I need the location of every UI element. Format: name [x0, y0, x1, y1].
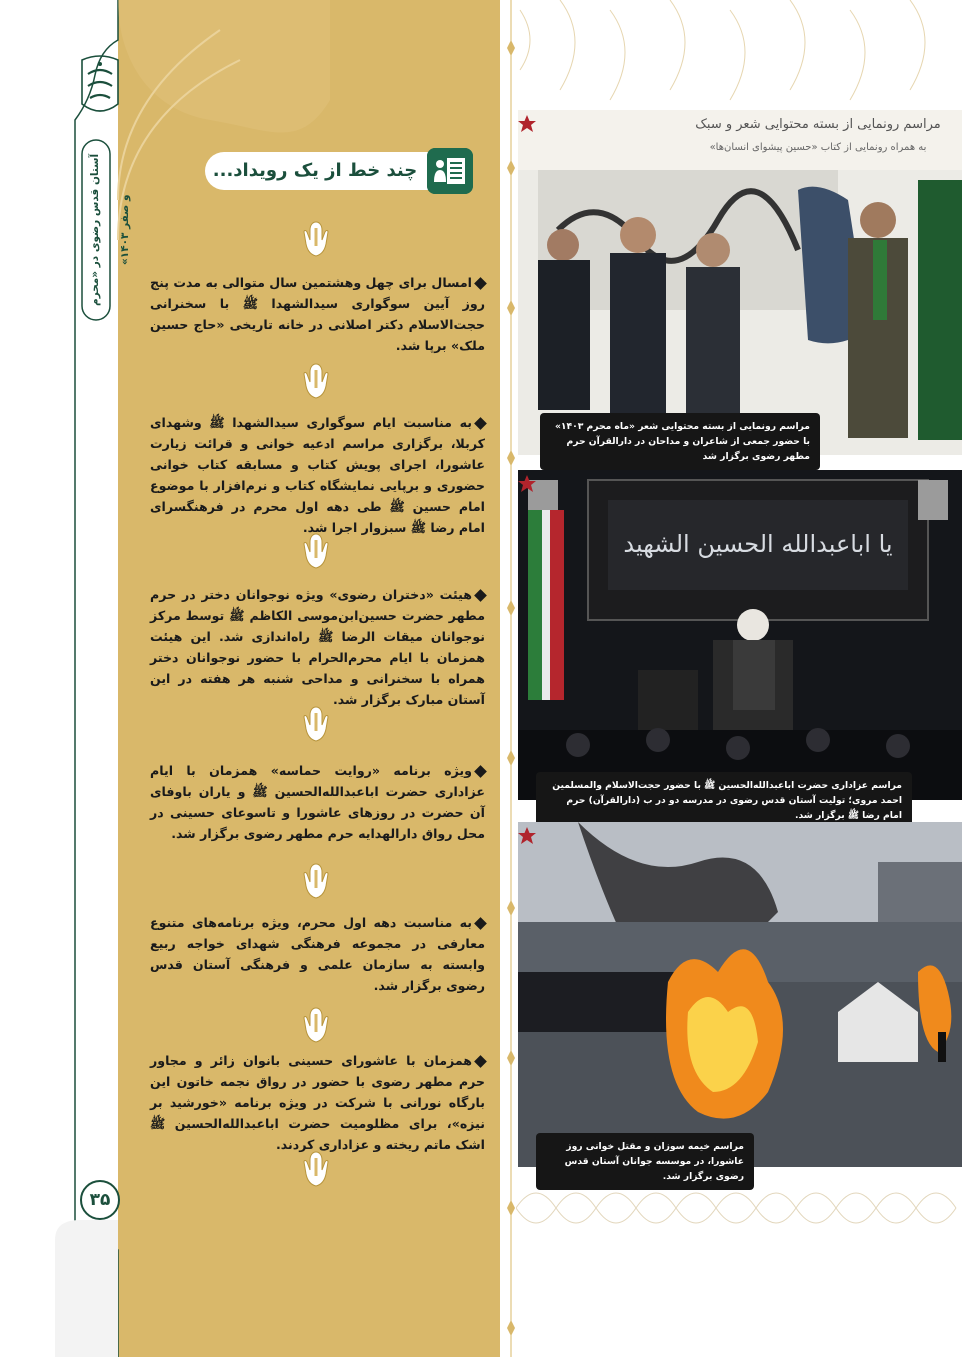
- newspaper-icon: [427, 148, 473, 194]
- photo-mourning-ceremony: [518, 470, 962, 800]
- photo-unveiling-ceremony: [518, 110, 962, 455]
- ornamental-border: [506, 0, 516, 1357]
- red-star-icon: [517, 826, 537, 846]
- diamond-bullet-icon: [474, 765, 487, 778]
- red-star-icon: [517, 474, 537, 494]
- section-heading: [205, 148, 473, 194]
- photo-tent-burning: [518, 822, 962, 1167]
- lattice-pattern: [516, 1178, 966, 1238]
- arabesque-pattern: [500, 0, 966, 108]
- hand-emblem-icon: [298, 218, 334, 258]
- red-star-icon: [517, 114, 537, 134]
- photo-banner-calligraphy: یا اباعبدالله الحسین الشهید: [623, 530, 893, 558]
- magazine-logo-icon: [72, 52, 128, 122]
- section-heading-text: چند خط از یک رویداد...: [205, 152, 433, 190]
- news-item: هیئت «دختران رضوی» ویژه نوجوانان دختر در حرم مطهر حضرت حسین‌ابن‌موسی الکاظم ﷺ توسط مرکز نوجوانان میقات الرضا ﷺ راه‌اندازی شد. این هیئت همزمان با ایام محرم‌الحرام با حضور نوجوانان دختر همراه با سخنرانی و مداحی شنبه هر هفته در این آستان مبارک برگزار شد.: [150, 587, 485, 707]
- diamond-bullet-icon: [474, 417, 487, 430]
- diamond-bullet-icon: [474, 589, 487, 602]
- news-item: به مناسبت ایام سوگواری سیدالشهدا ﷺ وشهدای کربلا، برگزاری مراسم ادعیه خوانی و قرائت زیارت عاشورا، اجرای پویش کتاب و مسابقه کتاب خوانی حضوری و برپایی نمایشگاه کتاب و نرم‌افزار با موضوع امام حسین ﷺ طی دهه اول محرم در فرهنگسرای امام رضا ﷺ سبزوار اجرا شد.: [150, 415, 485, 535]
- photo-banner-line1: مراسم رونمایی از بسته محتوایی شعر و سبک: [695, 117, 941, 132]
- photo-caption: مراسم خیمه سوزان و مقتل خوانی روز عاشورا، در موسسه جوانان آستان قدس رضوی برگزار شد.: [536, 1133, 754, 1190]
- hand-emblem-icon: [298, 1004, 334, 1044]
- photo-caption: مراسم رونمایی از بسته محتوایی شعر «ماه محرم ۱۴۰۳» با حضور جمعی از شاعران و مداحان در دارالقرآن حرم مطهر رضوی برگزار شد: [540, 413, 820, 470]
- news-item: همزمان با عاشورای حسینی بانوان زائر و مجاور حرم مطهر رضوی با حضور در رواق نجمه خاتون این بارگاه نورانی با شرکت در ویژه برنامه «خورشید بر نیزه»، برای مظلومیت حضرت اباعبدالله‌الحسین ﷺ اشک ماتم ریخته و عزاداری کردند.: [150, 1053, 485, 1152]
- issue-vertical-label: آستان قدس رضوی در «محرم و صفر ۱۴۰۳»: [89, 153, 131, 307]
- news-item: به مناسبت دهه اول محرم، ویژه برنامه‌های متنوع معارفی در مجموعه فرهنگی شهدای خواجه ربیع وابسته به سازمان علمی و فرهنگی آستان قدس رضوی برگزار شد.: [150, 915, 485, 993]
- photo-caption: مراسم عزاداری حضرت اباعبدالله‌الحسین ﷺ با حضور حجت‌الاسلام والمسلمین احمد مروی؛ تولیت آستان قدس رضوی در مدرسه دو در ب (دارالقرآن) حرم امام رضا ﷺ برگزار شد.: [536, 772, 912, 829]
- hand-emblem-icon: [298, 860, 334, 900]
- diamond-bullet-icon: [474, 1055, 487, 1068]
- news-item: امسال برای چهل وهشتمین سال متوالی به مدت پنج روز آیین سوگواری سیدالشهدا ﷺ با سخنرانی حجت‌الاسلام دکتر اصلانی در خانه تاریخی «حاج حسین ملک» برپا شد.: [150, 275, 485, 353]
- photo-banner-line2: به همراه رونمایی از کتاب «حسین پیشوای انسان‌ها»: [709, 142, 927, 153]
- diamond-bullet-icon: [474, 277, 487, 290]
- page-number: ۳۵: [80, 1180, 120, 1220]
- news-item: ویژه برنامه «روایت حماسه» همزمان با ایام عزاداری حضرت اباعبدالله‌الحسین ﷺ و یاران باوفای آن حضرت در روزهای عاشورا و تاسوعای حسینی در محل رواق دارالهدایه حرم مطهر رضوی برگزار شد.: [150, 763, 485, 841]
- diamond-bullet-icon: [474, 917, 487, 930]
- hand-emblem-icon: [298, 360, 334, 400]
